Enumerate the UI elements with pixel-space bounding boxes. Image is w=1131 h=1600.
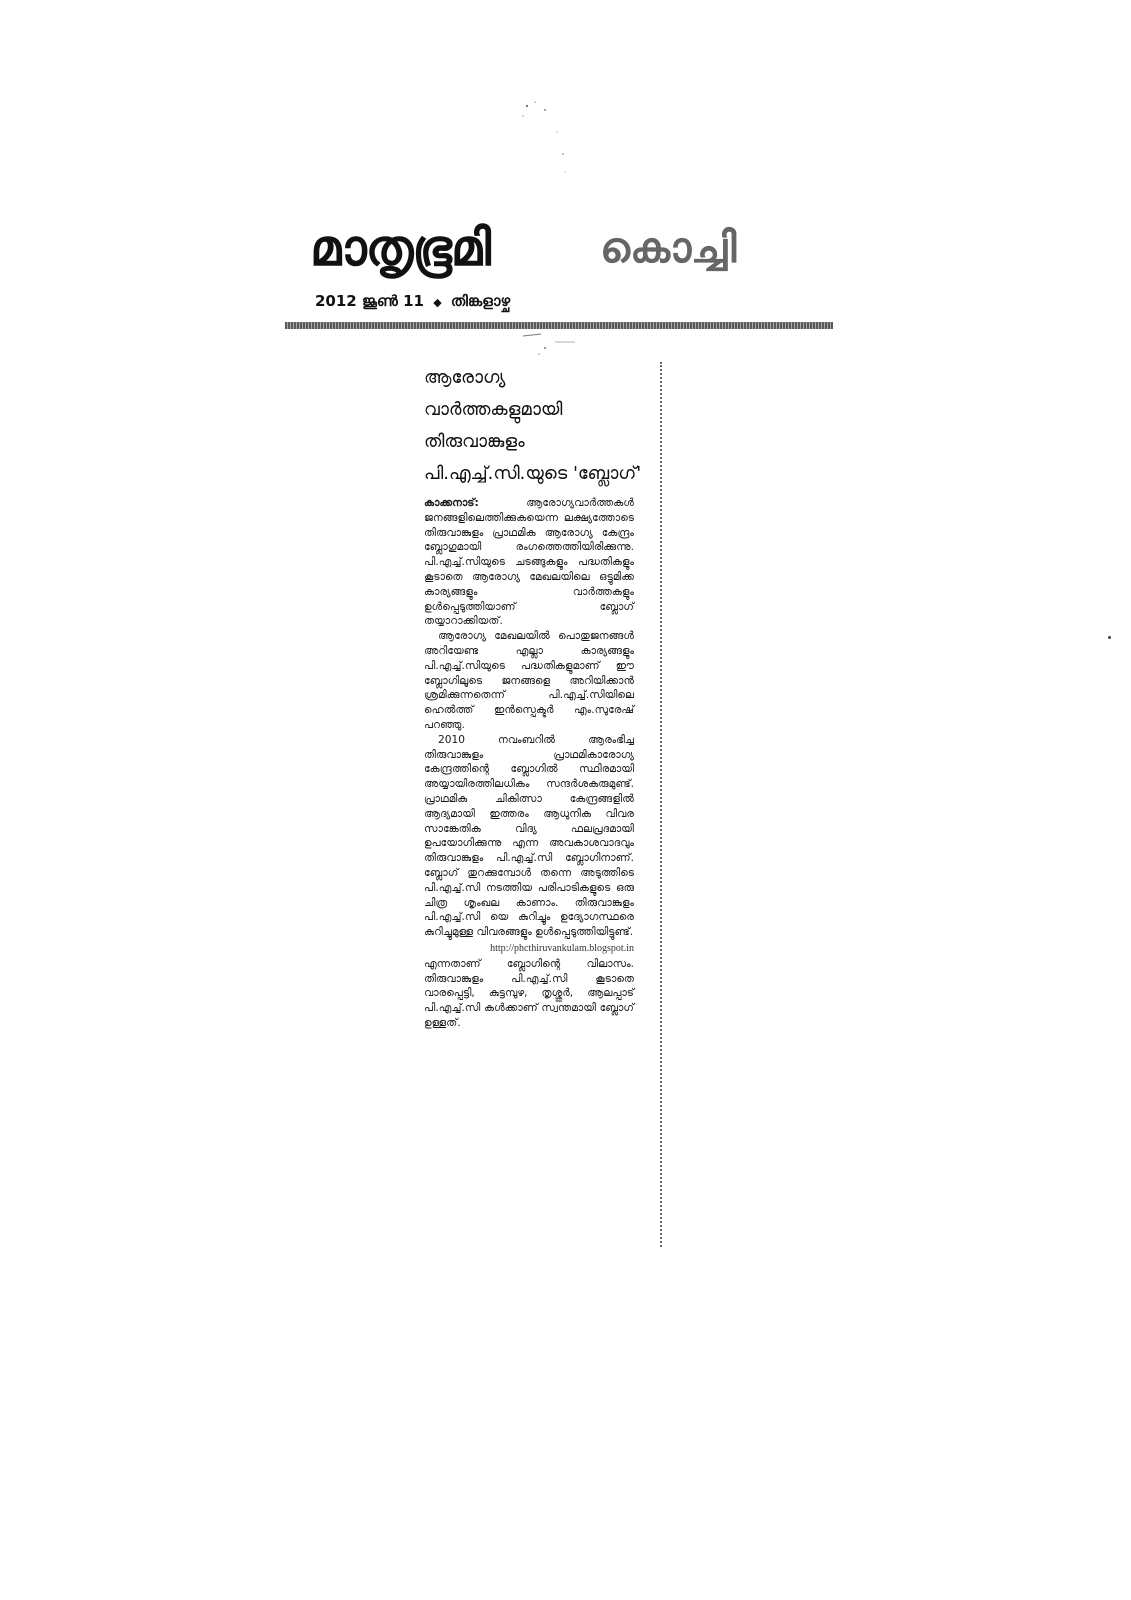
article-column — [424, 362, 642, 1031]
scan-noise-2 — [515, 330, 585, 360]
paragraph-1 — [424, 496, 634, 629]
scan-noise — [505, 92, 585, 192]
article-body — [424, 496, 634, 1031]
scan-dot — [1108, 636, 1111, 639]
diamond-separator-icon: ◆ — [433, 296, 442, 309]
masthead-rule — [285, 322, 833, 329]
dateline-year: 2012 — [315, 292, 357, 310]
headline-line: പി.എച്ച്.സി.യുടെ 'ബ്ലോഗ്' — [424, 463, 642, 484]
column-divider — [660, 362, 662, 1247]
article-headline — [424, 362, 642, 490]
masthead — [310, 208, 840, 288]
paragraph-4: എന്നതാണ് ബ്ലോഗിന്റെ വിലാസം. തിരുവാങ്കുളം പി.എച്ച്.സി കൂടാതെ വാരപ്പെട്ടി, കുട്ടമ്പുഴ, തൃശ്ശൂർ, ആലപ്പാട് പി.എച്ച്.സി കൾക്കാണ് സ്വന്തമായി ബ്ലോഗ് ഉള്ളത്. — [424, 957, 634, 1029]
dateline-date: ജൂൺ 11 — [361, 292, 424, 310]
headline-line: വാർത്തകളുമായി — [424, 399, 563, 420]
dateline-day: തിങ്കളാഴ്ച — [450, 292, 511, 310]
newspaper-logo: മാതൃഭൂമി — [310, 219, 491, 277]
paragraph-1-text: ആരോഗ്യവാർത്തകൾ ജനങ്ങളിലെത്തിക്കുകയെന്ന ലക്ഷ്യത്തോടെ തിരുവാങ്കുളം പ്രാഥമിക ആരോഗ്യ കേന്ദ്രം ബ്ലോഗുമായി രംഗത്തെത്തിയിരിക്കുന്നു. പി.എച്ച്.സിയുടെ ചടങ്ങുകളും പദ്ധതികളും കൂടാതെ ആരോഗ്യ മേഖലയിലെ ഒട്ടുമിക്ക കാര്യങ്ങളും വാർത്തകളും ഉൾപ്പെടുത്തിയാണ് ബ്ലോഗ് തയ്യാറാക്കിയത്. — [424, 497, 634, 628]
paragraph-3: 2010 നവംബറിൽ ആരംഭിച്ച തിരുവാങ്കുളം പ്രാഥമികാരോഗ്യ കേന്ദ്രത്തിന്റെ ബ്ലോഗിൽ സ്ഥിരമായി അയ്യായിരത്തിലധികം സന്ദർശകരുമുണ്ട്. പ്രാഥമിക ചികിത്സാ കേന്ദ്രങ്ങളിൽ ആദ്യമായി ഇത്തരം ആധുനിക വിവര സാങ്കേതിക വിദ്യ ഫലപ്രദമായി ഉപയോഗിക്കുന്നു എന്ന അവകാശവാദവും തിരുവാങ്കുളം പി.എച്ച്.സി ബ്ലോഗിനാണ്. ബ്ലോഗ് തുറക്കുമ്പോൾ തന്നെ അടുത്തിടെ പി.എച്ച്.സി നടത്തിയ പരിപാടികളുടെ ഒരു ചിത്ര ശൃംഖല കാണാം. തിരുവാങ്കുളം പി.എച്ച്.സി യെ കുറിച്ചും ഉദ്യോഗസ്ഥരെ കുറിച്ചുമുള്ള വിവരങ്ങളും ഉൾപ്പെടുത്തിയിട്ടുണ്ട്. — [424, 733, 634, 939]
headline-line: ആരോഗ്യ — [424, 367, 506, 388]
edition-name: കൊച്ചി — [600, 223, 737, 272]
lead-place: കാക്കനാട്: — [424, 497, 479, 509]
paragraph-2: ആരോഗ്യ മേഖലയിൽ പൊതുജനങ്ങൾ അറിയേണ്ട എല്ലാ കാര്യങ്ങളും പി.എച്ച്.സിയുടെ പദ്ധതികളുമാണ് ഈ ബ്ലോഗിലൂടെ ജനങ്ങളെ അറിയിക്കാൻ ശ്രമിക്കുന്നതെന്ന് പി.എച്ച്.സിയിലെ ഹെൽത്ത് ഇൻസ്പെക്ടർ എം.സുരേഷ് പറഞ്ഞു. — [424, 630, 634, 731]
dateline — [315, 292, 510, 310]
headline-line: തിരുവാങ്കുളം — [424, 431, 525, 452]
blog-url: http://phcthiruvankulam.blogspot.in — [490, 942, 634, 954]
